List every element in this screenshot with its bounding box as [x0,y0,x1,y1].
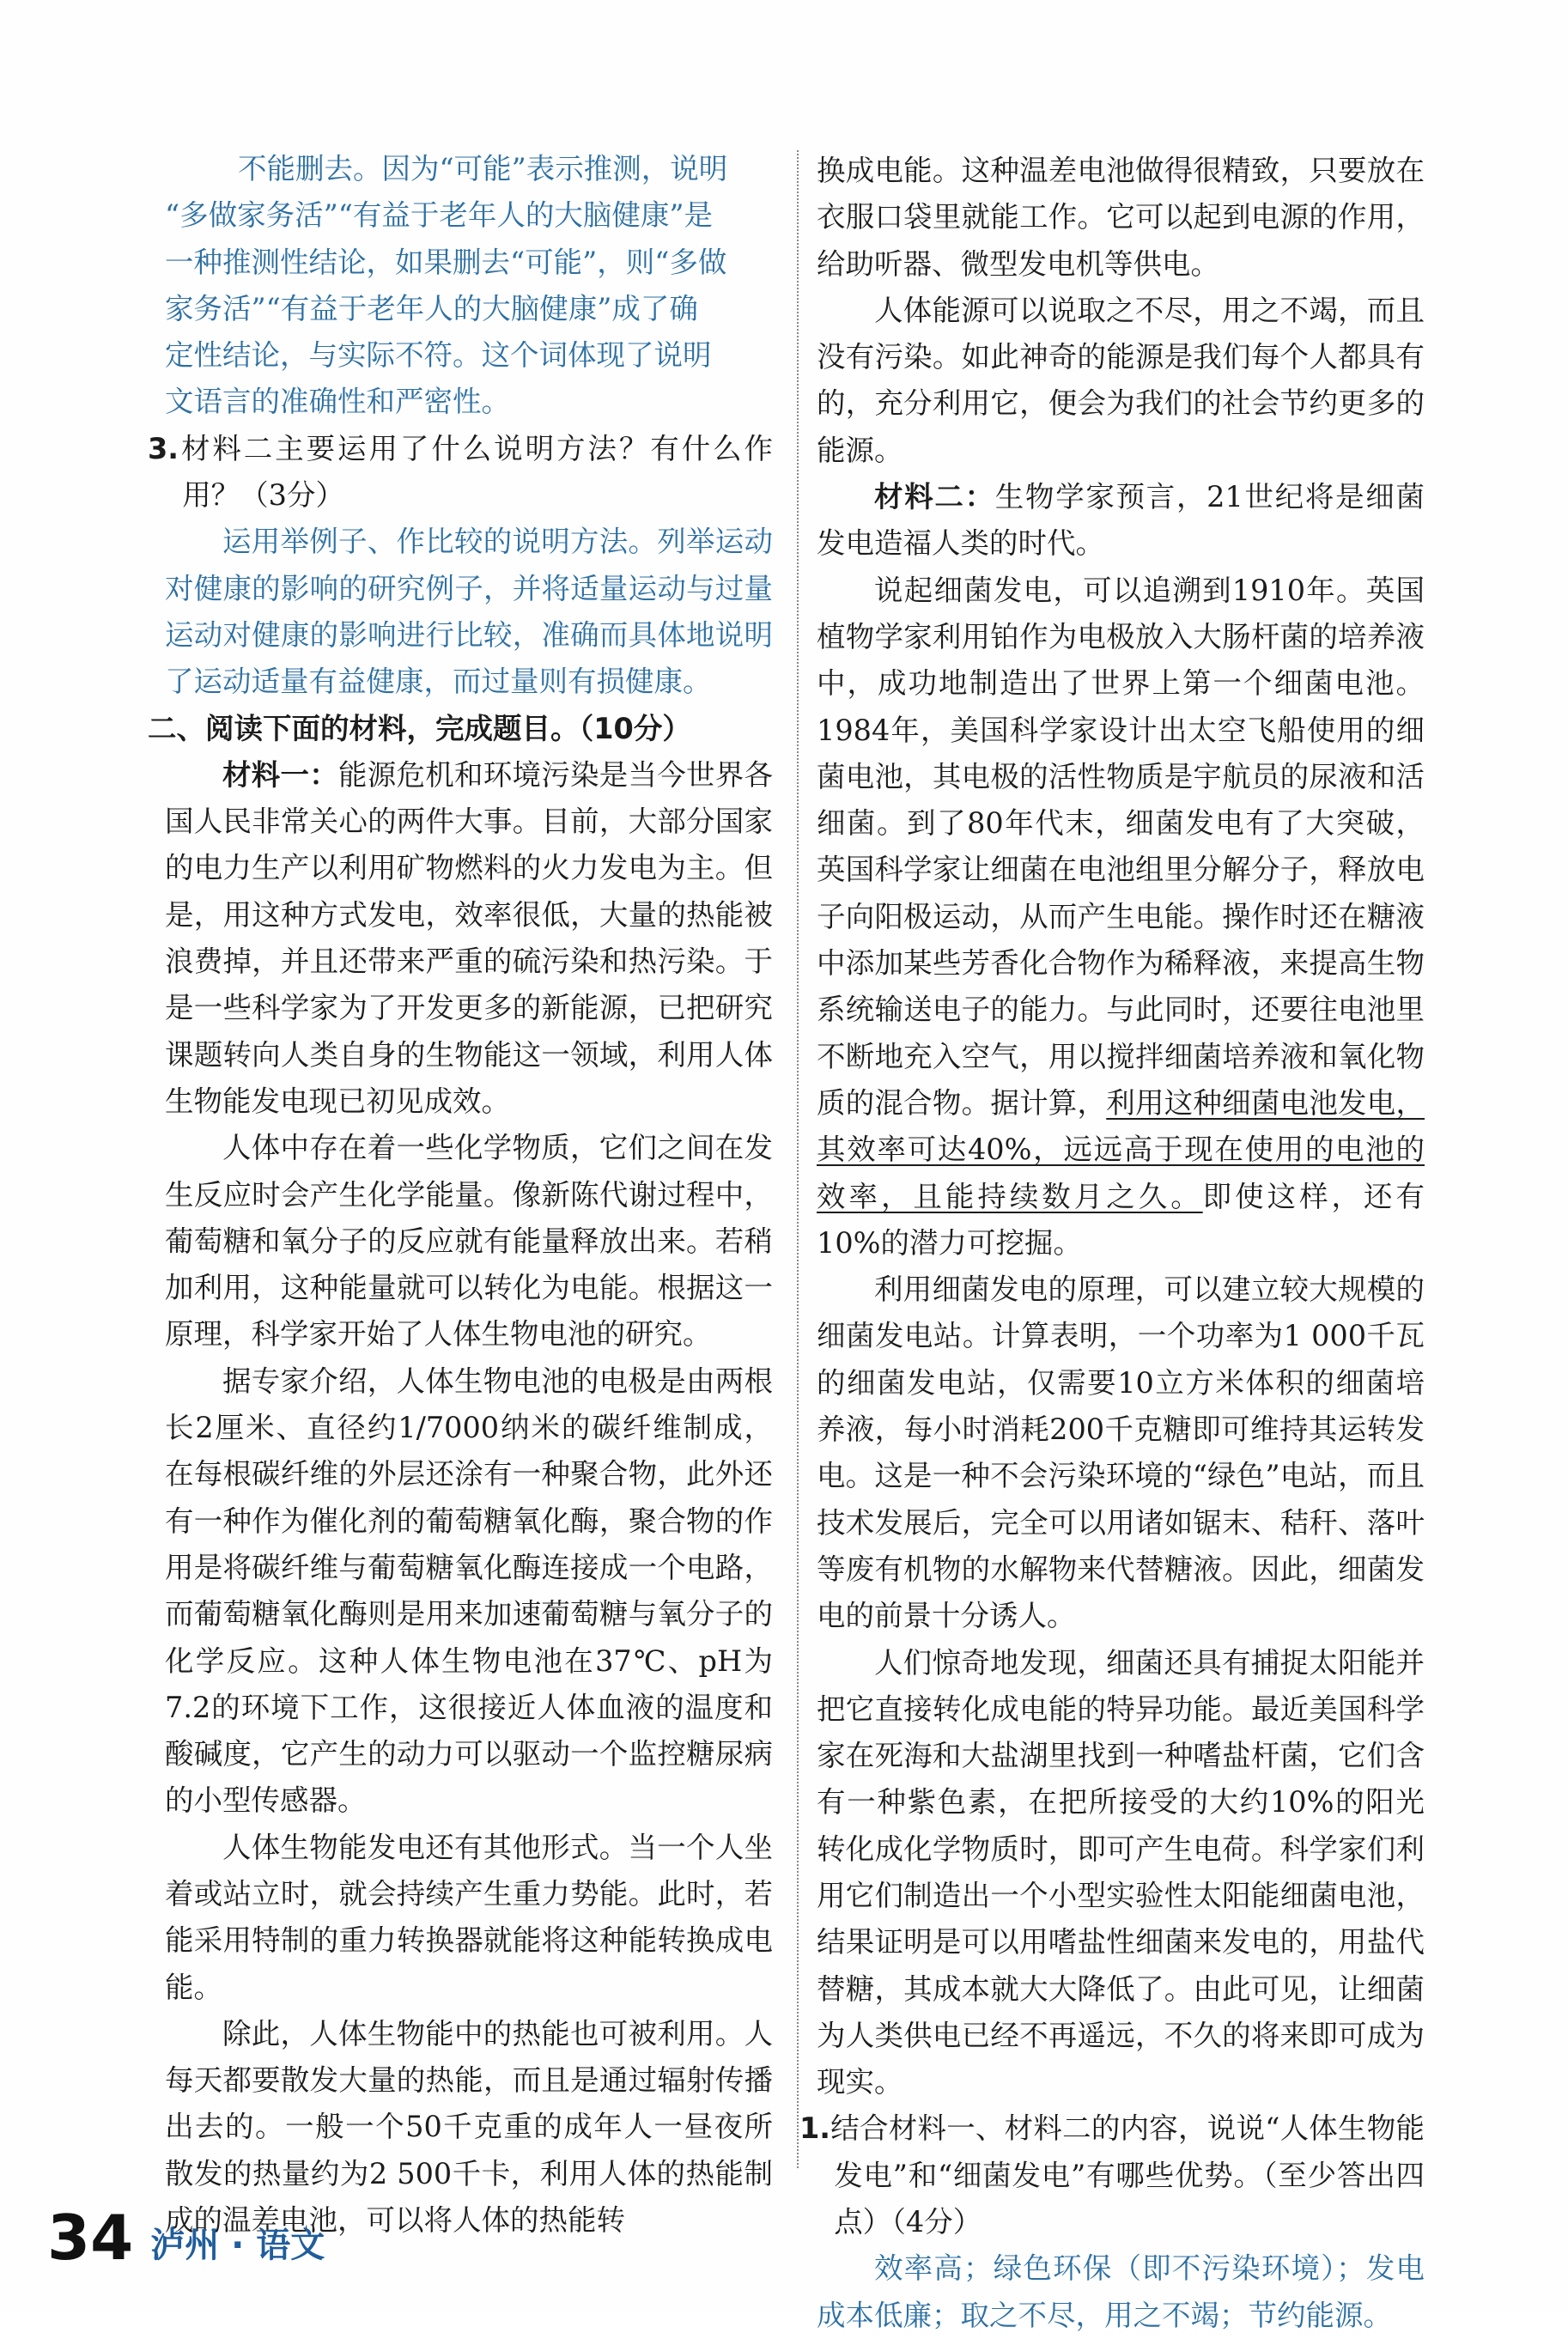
material-1-paragraph-4: 人体生物能发电还有其他形式。当一个人坐着或站立时，就会持续产生重力势能。此时，若能采用特制的重力转换器就能将这种能转换成电能。 [165,1830,773,2004]
material-2-paragraph-2-end: 即使这样，还有10%的潜力可挖掘。 [817,1179,1425,1260]
material-1-paragraph-3: 据专家介绍，人体生物电池的电极是由两根长2厘米、直径约1/7000纳米的碳纤维制成，在每根碳纤维的外层还涂有一种聚合物，此外还有一种作为催化剂的葡萄糖氧化酶，聚合物的作用是将碳纤维与葡萄糖氧化酶连接成一个电路，而葡萄糖氧化酶则是用来加速葡萄糖与氧分子的化学反应。这种人体生物电池在37℃、pH为7.2的环境下工作，这很接近人体血液的温度和酸碱度，它产生的动力可以驱动一个监控糖尿病的小型传感器。 [165,1364,773,1818]
question-1 [799,2105,1425,2245]
right-column [799,148,1425,2339]
material-2-paragraph-4: 人们惊奇地发现，细菌还具有捕捉太阳能并把它直接转化成电能的特异功能。最近美国科学家在死海和大盐湖里找到一种嗜盐杆菌，它们含有一种紫色素，在把所接受的大约10%的阳光转化成化学物质时，即可产生电荷。科学家们利用它们制造出一个小型实验性太阳能细菌电池，结果证明是可以用嗜盐性细菌来发电的，用盐代替糖，其成本就大大降低了。由此可见，让细菌为人类供电已经不再遥远，不久的将来即可成为现实。 [817,1645,1425,2099]
page-footer [47,2202,325,2274]
material-2-paragraph-2 [817,568,1425,1267]
material-1-paragraph-5: 除此，人体生物能中的热能也可被利用。人每天都要散发大量的热能，而且是通过辐射传播出去的。一般一个50千克重的成年人一昼夜所散发的热量约为2 500千卡，利用人体的热能制成的温差电池，可以将人体的热能转 [165,2016,773,2238]
question-1-number: 1. [799,2111,831,2146]
column-divider [797,150,799,2168]
question-1-text: 结合材料一、材料二的内容，说说“人体生物能发电”和“细菌发电”有哪些优势。（至少答出四点）（4分） [830,2111,1425,2239]
underlined-sentence: 利用这种细菌电池发电，其效率可达40%，远远高于现在使用的电池的效率，且能持续数月之久。 [817,1085,1425,1213]
material-2-paragraph-3: 利用细菌发电的原理，可以建立较大规模的细菌发电站。计算表明，一个功率为1 000千瓦的细菌发电站，仅需要10立方米体积的细菌培养液，每小时消耗200千克糖即可维持其运转发电。这是一种不会污染环境的“绿色”电站，而且技术发展后，完全可以用诸如锯末、秸秆、落叶等废有机物的水解物来代替糖液。因此，细菌发电的前景十分诱人。 [817,1273,1425,1633]
material-1-paragraph-2: 人体中存在着一些化学物质，它们之间在发生反应时会产生化学能量。像新陈代谢过程中，葡萄糖和氧分子的反应就有能量释放出来。若稍加利用，这种能量就可以转化为电能。根据这一原理，科学家开始了人体生物电池的研究。 [165,1131,773,1352]
material-2-paragraph-2-text: 说起细菌发电，可以追溯到1910年。英国植物学家利用铂作为电极放入大肠杆菌的培养液中，成功地制造出了世界上第一个细菌电池。1984年，美国科学家设计出太空飞船使用的细菌电池，其电极的活性物质是宇航员的尿液和活细菌。到了80年代末，细菌发电有了大突破，英国科学家让细菌在电池组里分解分子，释放电子向阳极运动，从而产生电能。操作时还在糖液中添加某些芳香化合物作为稀释液，来提高生物系统输送电子的能力。与此同时，还要往电池里不断地充入空气，用以搅拌细菌培养液和氧化物质的混合物。据计算， [817,573,1425,1120]
material-1-paragraph-6: 人体能源可以说取之不尽，用之不竭，而且没有污染。如此神奇的能源是我们每个人都具有的，充分利用它，便会为我们的社会节约更多的能源。 [817,293,1425,467]
q2-answer-line: 文语言的准确性和严密性。 [165,385,510,419]
q2-answer-line: 家务活”“有益于老年人的大脑健康”成了确 [165,291,698,325]
question-3-text: 材料二主要运用了什么说明方法？有什么作用？（3分） [179,431,773,513]
footer-title: 泸州 · 语文 [150,2226,325,2265]
q2-answer-line: 定性结论，与实际不符。这个词体现了说明 [165,338,712,373]
section-title: 二、阅读下面的材料，完成题目。（10分） [148,711,691,745]
q2-answer [165,146,773,426]
material-2-label: 材料二： [874,480,995,514]
material-1-text: 能源危机和环境污染是当今世界各国人民非常关心的两件大事。目前，大部分国家的电力生产以利用矿物燃料的火力发电为主。但是，用这种方式发电，效率很低，大量的热能被浪费掉，并且还带来严重的硫污染和热污染。于是一些科学家为了开发更多的新能源，已把研究课题转向人类自身的生物能这一领域，利用人体生物能发电现已初见成效。 [165,757,773,1118]
q2-answer-line: 一种推测性结论，如果删去“可能”，则“多做 [165,245,727,279]
material-1-label: 材料一： [222,757,338,792]
material-1-paragraph-1 [165,752,773,1125]
q2-answer-line: 不能删去。因为“可能”表示推测，说明 [238,152,728,185]
question-3-number: 3. [148,431,179,465]
left-column [148,146,773,2244]
q2-answer-line: “多做家务活”“有益于老年人的大脑健康”是 [165,198,714,233]
page-number: 34 [47,2202,134,2274]
question-1-answer: 效率高；绿色环保（即不污染环境）；发电成本低廉；取之不尽，用之不竭；节约能源。 [817,2251,1425,2332]
question-3-answer: 运用举例子、作比较的说明方法。列举运动对健康的影响的研究例子，并将适量运动与过量运动对健康的影响进行比较，准确而具体地说明了运动适量有益健康，而过量则有损健康。 [165,525,773,699]
material-1-paragraph-5-continued: 换成电能。这种温差电池做得很精致，只要放在衣服口袋里就能工作。它可以起到电源的作用，给助听器、微型发电机等供电。 [817,154,1425,281]
material-2-text: 生物学家预言，21世纪将是细菌发电造福人类的时代。 [817,480,1425,561]
question-3 [148,426,773,519]
material-2-paragraph-1 [817,474,1425,568]
